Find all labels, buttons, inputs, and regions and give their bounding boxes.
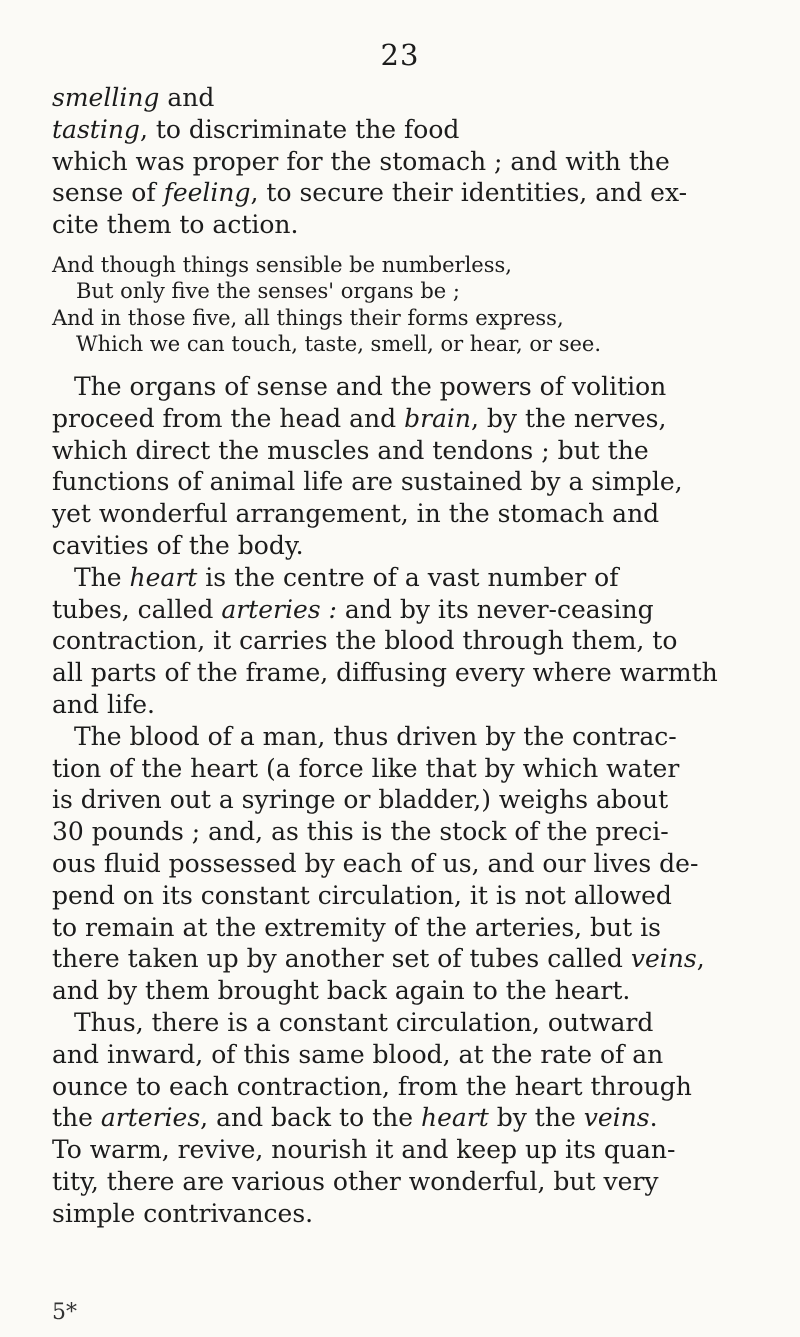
text-line: ounce to each contraction, from the heart through	[52, 1071, 692, 1101]
text-line: tubes, called arteries : and by its never-ceasing	[52, 594, 654, 624]
text-line: there taken up by another set of tubes called veins,	[52, 944, 705, 974]
italic-term: arteries :	[221, 594, 337, 624]
italic-term: arteries	[100, 1103, 201, 1133]
text-line: tion of the heart (a force like that by which water	[52, 753, 680, 783]
text-line: smelling and	[52, 83, 215, 112]
paragraph-blood-weight	[52, 721, 752, 1007]
text-line: and inward, of this same blood, at the rate of an	[52, 1039, 664, 1069]
text-line: tity, there are various other wonderful, but very	[52, 1166, 659, 1196]
text-line: yet wonderful arrangement, in the stomach and	[52, 499, 660, 529]
text-line: the arteries, and back to the heart by the veins.	[52, 1103, 658, 1133]
text-line: and life.	[52, 689, 155, 719]
text-line: to remain at the extremity of the arteries, but is	[52, 912, 661, 942]
text-line: cavities of the body.	[52, 530, 304, 560]
text-line: ous fluid possessed by each of us, and our lives de-	[52, 848, 699, 878]
text-line: tasting, to discriminate the food	[52, 114, 460, 144]
text-line: To warm, revive, nourish it and keep up its quan-	[52, 1135, 676, 1165]
italic-term: veins	[583, 1103, 650, 1133]
text-line: pend on its constant circulation, it is not allowed	[52, 880, 672, 910]
italic-term: brain	[404, 403, 472, 433]
page-body	[52, 82, 752, 1230]
verse-line: Which we can touch, taste, smell, or hear, or see.	[76, 332, 602, 357]
italic-term: heart	[129, 562, 198, 592]
italic-term: heart	[420, 1103, 489, 1133]
page-number: 23	[380, 38, 420, 72]
verse-line: And in those five, all things their forms express,	[52, 305, 564, 330]
italic-term: smelling	[52, 83, 160, 112]
verse-quotation	[52, 252, 752, 358]
text-line: Thus, there is a constant circulation, outward	[74, 1007, 654, 1037]
text-line: 30 pounds ; and, as this is the stock of the preci-	[52, 817, 669, 847]
italic-term: veins	[630, 944, 697, 974]
signature-mark: 5*	[52, 1300, 77, 1325]
paragraph-senses	[52, 82, 752, 241]
text-line: sense of feeling, to secure their identities, and ex-	[52, 178, 688, 208]
italic-term: feeling	[163, 178, 251, 208]
text-line: functions of animal life are sustained by a simple,	[52, 467, 683, 497]
text-line: cite them to action.	[52, 210, 299, 240]
text-line: and by them brought back again to the heart.	[52, 976, 631, 1006]
text-line: simple contrivances.	[52, 1198, 314, 1228]
paragraph-circulation	[52, 1007, 752, 1230]
verse-line: But only five the senses' organs be ;	[76, 279, 460, 304]
text-line: The heart is the centre of a vast number of	[74, 562, 619, 592]
text-line: which was proper for the stomach ; and with the	[52, 146, 670, 176]
text-line: The organs of sense and the powers of volition	[74, 371, 667, 401]
text-line: contraction, it carries the blood through them, to	[52, 626, 678, 656]
text-line: The blood of a man, thus driven by the contrac-	[74, 721, 677, 751]
paragraph-heart-arteries	[52, 562, 752, 721]
verse-line: And though things sensible be numberless,	[52, 252, 512, 277]
text-line: is driven out a syringe or bladder,) weighs about	[52, 785, 669, 815]
paragraph-organs-of-sense	[52, 371, 752, 562]
text-line: proceed from the head and brain, by the nerves,	[52, 403, 667, 433]
text-line: which direct the muscles and tendons ; but the	[52, 435, 649, 465]
italic-term: tasting	[52, 114, 140, 144]
text-line: all parts of the frame, diffusing every where warmth	[52, 658, 718, 688]
